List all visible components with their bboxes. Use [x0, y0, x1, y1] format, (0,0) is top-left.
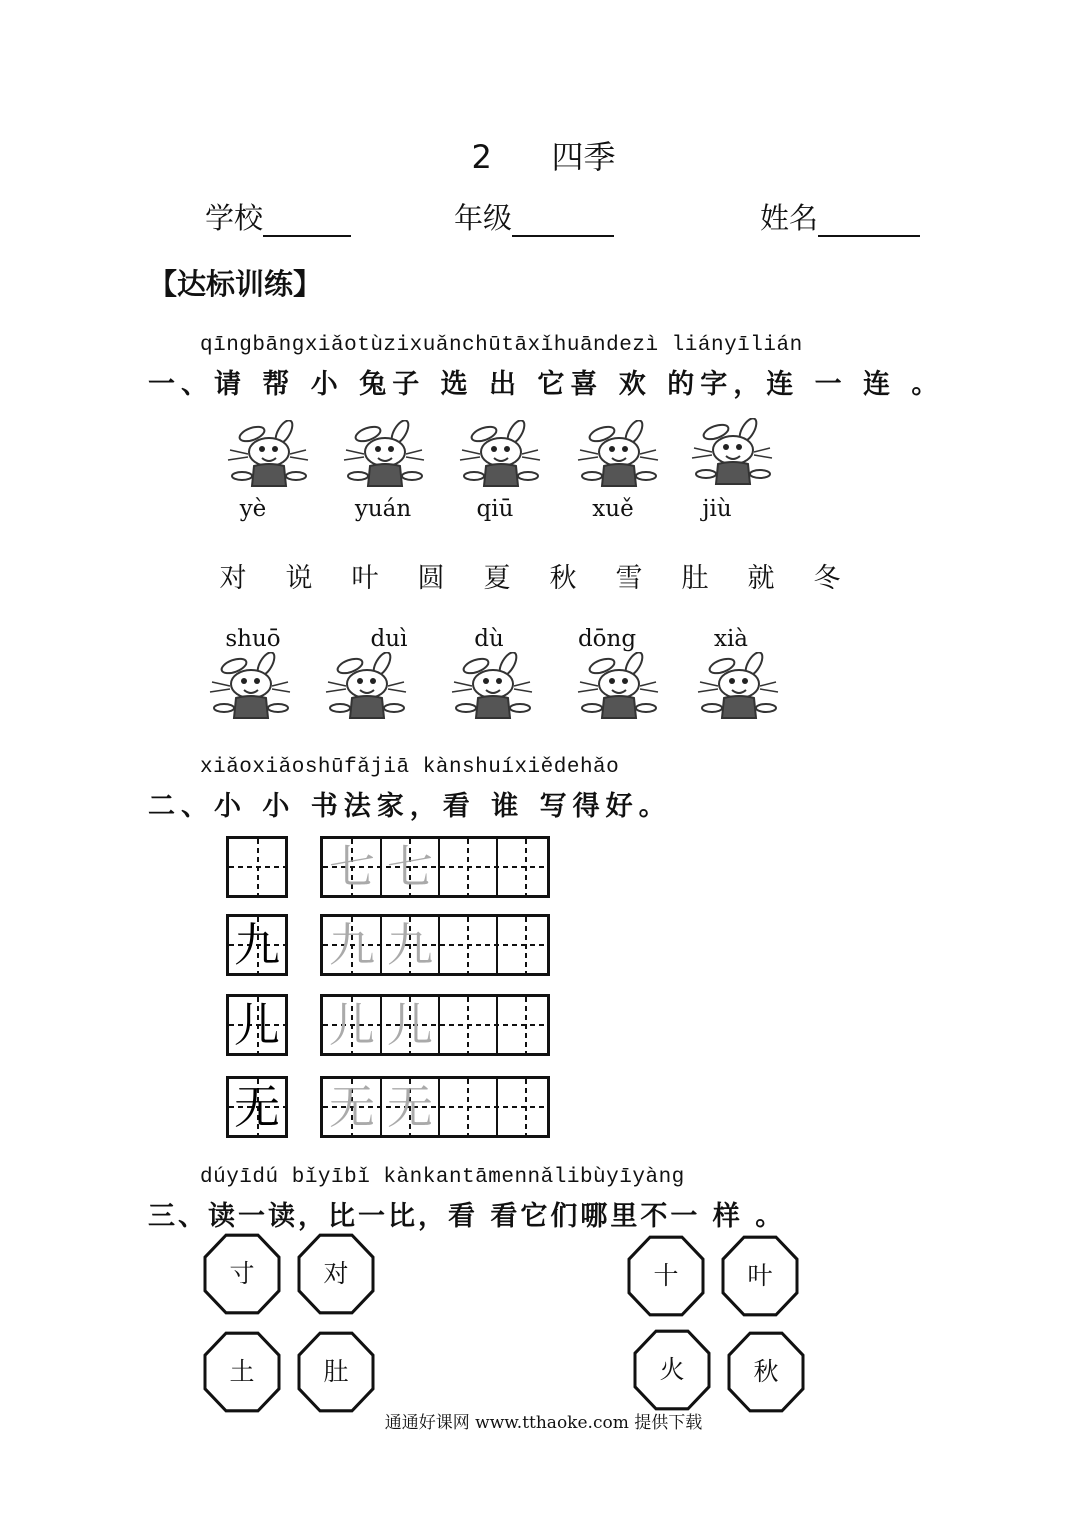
- lesson-title: 四季: [551, 138, 616, 176]
- octagon-character: [296, 1330, 376, 1414]
- octagon-character: [202, 1232, 282, 1316]
- rabbit-pinyin: dōng: [577, 626, 637, 652]
- q1-heading: 一、请 帮 小 兔子 选 出 它喜 欢 的字，连 一 连 。: [148, 369, 945, 400]
- trace-character: 九: [387, 918, 433, 972]
- q3-heading: 三、读一读，比一比，看 看它们哪里不一 样 。: [148, 1201, 786, 1232]
- character-item[interactable]: 圆: [417, 563, 445, 594]
- rabbit-icon: [572, 420, 662, 490]
- tracing-grid[interactable]: [320, 914, 550, 976]
- octagon-character: [296, 1232, 376, 1316]
- character-item[interactable]: 冬: [813, 563, 841, 594]
- octagon-label: 对: [323, 1259, 349, 1288]
- name-label: 姓名: [760, 201, 819, 235]
- character-item[interactable]: 秋: [549, 563, 577, 594]
- tracing-grid[interactable]: [320, 836, 550, 898]
- character-item[interactable]: 对: [219, 563, 247, 594]
- rabbit-icon: [454, 420, 544, 490]
- model-character: 无: [234, 1080, 280, 1134]
- octagon-character: [726, 1330, 806, 1414]
- q2-pinyin: xiǎoxiǎoshūfǎjiā kànshuíxiědehǎo: [200, 756, 620, 779]
- trace-character: 九: [329, 918, 375, 972]
- tracing-grid[interactable]: [320, 994, 550, 1056]
- model-character: 儿: [234, 998, 280, 1052]
- octagon-label: 秋: [753, 1357, 779, 1386]
- rabbit-icon: [686, 418, 776, 488]
- rabbit-icon: [338, 420, 428, 490]
- school-blank[interactable]: [263, 205, 351, 237]
- character-item[interactable]: 夏: [483, 563, 511, 594]
- rabbit-pinyin: duì: [370, 626, 408, 652]
- footer-credit: 通通好课网 www.tthaoke.com 提供下载: [384, 1413, 703, 1433]
- rabbit-icon: [204, 652, 294, 722]
- model-character-box: [226, 836, 288, 898]
- rabbit-pinyin: shuō: [225, 626, 281, 652]
- character-item[interactable]: 叶: [351, 563, 379, 594]
- octagon-label: 十: [653, 1261, 679, 1290]
- rabbit-icon: [692, 652, 782, 722]
- rabbit-pinyin: jiù: [702, 496, 732, 522]
- section-tag: 【达标训练】: [148, 267, 323, 301]
- octagon-label: 叶: [747, 1261, 773, 1290]
- octagon-character: [626, 1234, 706, 1318]
- trace-character: 儿: [329, 998, 375, 1052]
- model-character-box: [226, 994, 288, 1056]
- model-character: [229, 839, 285, 895]
- q2-heading: 二、小 小 书法家，看 谁 写得好。: [148, 791, 672, 822]
- page-title: [0, 132, 1087, 178]
- octagon-label: 肚: [323, 1357, 349, 1386]
- octagon-character: [632, 1328, 712, 1412]
- rabbit-pinyin: qiū: [476, 496, 514, 522]
- rabbit-pinyin: xuě: [592, 496, 634, 522]
- character-item[interactable]: 说: [285, 563, 313, 594]
- character-item[interactable]: 肚: [681, 563, 709, 594]
- trace-character: 无: [387, 1080, 433, 1134]
- character-item[interactable]: 就: [747, 563, 775, 594]
- octagon-label: 火: [659, 1355, 685, 1384]
- rabbit-icon: [572, 652, 662, 722]
- school-label: 学校: [205, 201, 264, 235]
- model-character: 九: [234, 918, 280, 972]
- octagon-label: 土: [229, 1357, 255, 1386]
- name-blank[interactable]: [818, 205, 920, 237]
- rabbit-pinyin: yuán: [354, 496, 412, 522]
- q1-pinyin: qīngbāngxiǎotùzixuǎnchūtāxǐhuāndezì liányīlián: [200, 334, 803, 357]
- grade-blank[interactable]: [512, 205, 614, 237]
- tracing-grid[interactable]: [320, 1076, 550, 1138]
- octagon-character: [202, 1330, 282, 1414]
- rabbit-pinyin: xià: [713, 626, 749, 652]
- rabbit-icon: [446, 652, 536, 722]
- trace-character: 七: [329, 840, 375, 894]
- rabbit-pinyin: dù: [474, 626, 504, 652]
- trace-character: 七: [387, 840, 433, 894]
- rabbit-pinyin: yè: [239, 496, 267, 522]
- rabbit-icon: [320, 652, 410, 722]
- model-character-box: [226, 1076, 288, 1138]
- q3-pinyin: dúyīdú bǐyībǐ kànkantāmennǎlibùyīyàng: [200, 1166, 685, 1189]
- grade-label: 年级: [454, 201, 513, 235]
- name-field[interactable]: [760, 196, 920, 237]
- school-field[interactable]: [205, 196, 351, 237]
- model-character-box: [226, 914, 288, 976]
- character-row: [200, 556, 860, 595]
- trace-character: 无: [329, 1080, 375, 1134]
- lesson-number: 2: [471, 138, 492, 176]
- octagon-label: 寸: [229, 1259, 255, 1288]
- rabbit-icon: [222, 420, 312, 490]
- character-item[interactable]: 雪: [615, 563, 643, 594]
- octagon-character: [720, 1234, 800, 1318]
- grade-field[interactable]: [454, 196, 614, 237]
- trace-character: 儿: [387, 998, 433, 1052]
